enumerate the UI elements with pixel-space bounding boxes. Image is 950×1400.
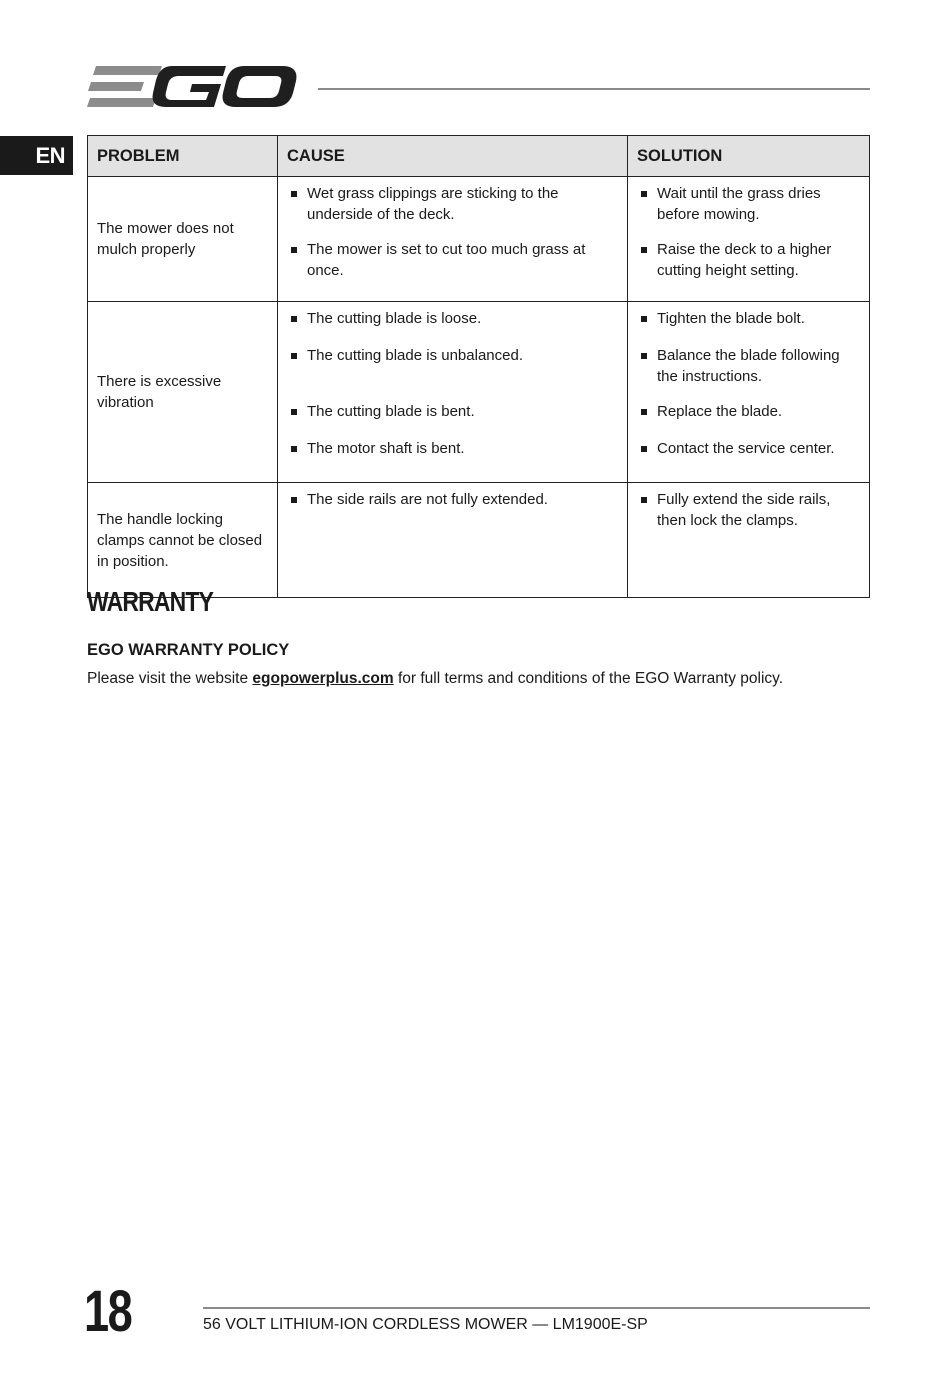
- footer-rule: [203, 1307, 870, 1309]
- solution-item: Wait until the grass dries before mowing.: [640, 183, 861, 225]
- table-header-row: [88, 136, 870, 177]
- problem-cell: The mower does not mulch properly: [88, 177, 278, 302]
- column-header-cause: CAUSE: [278, 136, 628, 177]
- column-header-solution: SOLUTION: [628, 136, 870, 177]
- column-header-problem: PROBLEM: [88, 136, 278, 177]
- solution-cell: [628, 483, 870, 598]
- cause-list: [290, 308, 619, 459]
- cause-item: The mower is set to cut too much grass at once.: [290, 239, 619, 281]
- cause-item: The side rails are not fully extended.: [290, 489, 619, 510]
- problem-cell: There is excessive vibration: [88, 302, 278, 483]
- header-rule: [318, 88, 870, 90]
- ego-logo: [86, 62, 300, 114]
- cause-item: The cutting blade is bent.: [290, 401, 619, 422]
- cause-list: [290, 183, 619, 281]
- policy-text-after: for full terms and conditions of the EGO Warranty policy.: [393, 670, 784, 687]
- solution-list: [640, 489, 861, 531]
- cause-cell: [278, 177, 628, 302]
- page-number: 18: [84, 1279, 132, 1344]
- cause-item: Wet grass clippings are sticking to the underside of the deck.: [290, 183, 619, 225]
- language-tab: EN: [0, 136, 73, 175]
- cause-list: [290, 489, 619, 510]
- solution-item: Fully extend the side rails, then lock the clamps.: [640, 489, 861, 531]
- table-row: [88, 302, 870, 483]
- warranty-policy-heading: EGO WARRANTY POLICY: [87, 641, 290, 659]
- cause-item: The cutting blade is unbalanced.: [290, 345, 619, 366]
- solution-item: Raise the deck to a higher cutting height setting.: [640, 239, 861, 281]
- solution-cell: [628, 302, 870, 483]
- problem-cell: The handle locking clamps cannot be closed in position.: [88, 483, 278, 598]
- cause-item: The cutting blade is loose.: [290, 308, 619, 329]
- solution-list: [640, 308, 861, 459]
- cause-cell: [278, 483, 628, 598]
- warranty-heading: WARRANTY: [87, 586, 214, 617]
- table-row: [88, 177, 870, 302]
- solution-list: [640, 183, 861, 281]
- footer-title: 56 VOLT LITHIUM-ION CORDLESS MOWER — LM1900E-SP: [203, 1316, 648, 1333]
- solution-item: Balance the blade following the instructions.: [640, 345, 861, 387]
- solution-item: Tighten the blade bolt.: [640, 308, 861, 329]
- policy-text-before: Please visit the website: [87, 670, 253, 687]
- solution-item: Replace the blade.: [640, 401, 861, 422]
- website-link[interactable]: egopowerplus.com: [252, 670, 394, 687]
- cause-cell: [278, 302, 628, 483]
- table-row: [88, 483, 870, 598]
- troubleshooting-table: [87, 135, 870, 598]
- solution-item: Contact the service center.: [640, 438, 861, 459]
- warranty-policy-text: [87, 670, 783, 688]
- solution-cell: [628, 177, 870, 302]
- cause-item: The motor shaft is bent.: [290, 438, 619, 459]
